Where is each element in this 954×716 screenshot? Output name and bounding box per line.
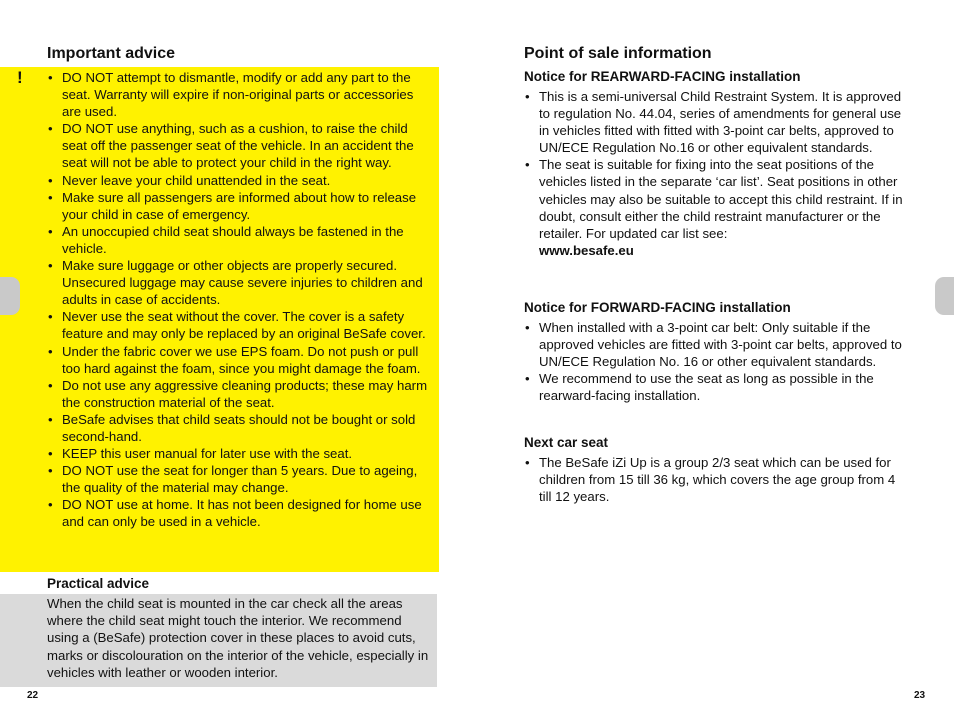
list-item: • Do not use any aggressive cleaning products; these may harm the construction material of the seat.	[47, 377, 433, 411]
list-item: • Never use the seat without the cover. The cover is a safety feature and may only be replaced by an original BeSafe cover.	[47, 308, 433, 342]
list-item: • An unoccupied child seat should always be fastened in the vehicle.	[47, 223, 433, 257]
list-item: • This is a semi-universal Child Restraint System. It is approved to regulation No. 44.04, series of amendments for general use in vehicles fitted with fitted with 3-point car belts, approved to UN/ECE Regulation No.16 or other equivalent standards.	[524, 88, 908, 156]
next-car-seat-list	[524, 454, 908, 505]
list-item: • We recommend to use the seat as long as possible in the rearward-facing installation.	[524, 370, 908, 404]
forward-facing-list	[524, 319, 908, 404]
point-of-sale-heading: Point of sale information	[524, 45, 712, 62]
list-item: • KEEP this user manual for later use with the seat.	[47, 445, 433, 462]
list-item: • DO NOT use at home. It has not been designed for home use and can only be used in a vehicle.	[47, 496, 433, 530]
list-item: • The BeSafe iZi Up is a group 2/3 seat which can be used for children from 15 till 36 kg, which covers the age group from 4 till 12 years.	[524, 454, 908, 505]
practical-advice-heading: Practical advice	[47, 576, 150, 591]
page-number-right: 23	[914, 690, 926, 701]
page-number-left: 22	[27, 690, 39, 701]
list-item	[524, 156, 908, 259]
important-advice-heading: Important advice	[47, 45, 176, 62]
list-item-text: The seat is suitable for fixing into the seat positions of the vehicles listed in the separate ‘car list’. Seat positions in other vehicles may also be suitable to accept this child restraint. If in doubt, consult either the child restraint manufacturer or the retailer. For updated car list see:	[539, 157, 903, 241]
list-item: • Make sure luggage or other objects are properly secured. Unsecured luggage may cause severe injuries to children and adults in case of accidents.	[47, 257, 433, 308]
warning-exclamation-icon: !	[17, 68, 23, 87]
list-item: • Make sure all passengers are informed about how to release your child in case of emergency.	[47, 189, 433, 223]
forward-facing-heading: Notice for FORWARD-FACING installation	[524, 300, 791, 315]
list-item: • DO NOT use anything, such as a cushion, to raise the child seat off the passenger seat of the vehicle. In an accident the seat will not be able to protect your child in the right way.	[47, 120, 433, 171]
list-item: • BeSafe advises that child seats should not be bought or sold second-hand.	[47, 411, 433, 445]
rearward-facing-heading: Notice for REARWARD-FACING installation	[524, 69, 801, 84]
important-advice-list	[47, 69, 433, 531]
next-car-seat-heading: Next car seat	[524, 435, 609, 450]
practical-advice-text: When the child seat is mounted in the car check all the areas where the child seat might touch the interior. We recommend using a (BeSafe) protection cover in these places to avoid cuts, marks or discolouration on the interior of the vehicle, especially in vehicles with leather or wooden interior.	[47, 596, 429, 680]
list-item: • Under the fabric cover we use EPS foam. Do not push or pull too hard against the foam, since you might damage the foam.	[47, 343, 433, 377]
page-tab-left	[0, 277, 20, 315]
besafe-website-link[interactable]: www.besafe.eu	[539, 242, 634, 258]
page-tab-right	[935, 277, 954, 315]
list-item: • DO NOT use the seat for longer than 5 years. Due to ageing, the quality of the material may change.	[47, 462, 433, 496]
list-item: • Never leave your child unattended in the seat.	[47, 172, 433, 189]
list-item: • When installed with a 3-point car belt: Only suitable if the approved vehicles are fitted with 3-point car belts, approved to UN/ECE Regulation No. 16 or other equivalent standards.	[524, 319, 908, 370]
rearward-facing-list	[524, 88, 908, 259]
list-item: • DO NOT attempt to dismantle, modify or add any part to the seat. Warranty will expire if non-original parts or accessories are used.	[47, 69, 433, 120]
